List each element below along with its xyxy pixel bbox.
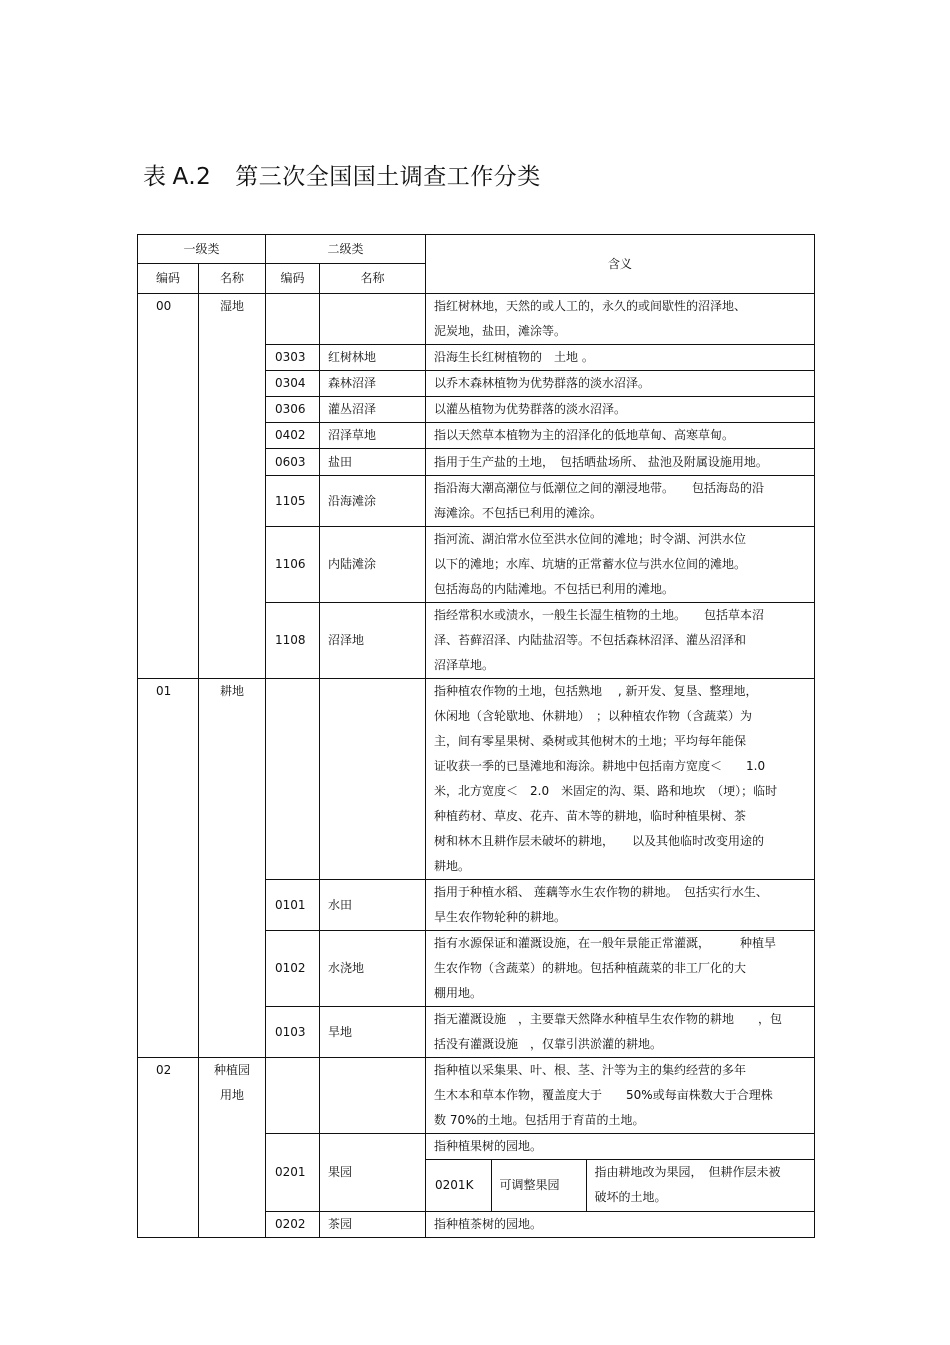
header-code1: 编码	[138, 264, 199, 294]
definition: 指用于种植水稻、 莲藕等水生农作物的耕地。 包括实行水生、 旱生农作物轮种的耕地。	[426, 880, 815, 931]
table-row	[138, 1058, 815, 1134]
definition-text: 指种植果树的园地。	[434, 1139, 543, 1153]
class2-name: 沿海滩涂	[320, 476, 426, 527]
class2-name: 沼泽地	[320, 603, 426, 679]
definition: 以灌丛植物为优势群落的淡水沼泽。	[426, 397, 815, 423]
definition: 指用于生产盐的土地， 包括晒盐场所、 盐池及附属设施用地。	[426, 449, 815, 476]
header-code2: 编码	[266, 264, 320, 294]
header-level2: 二级类	[266, 235, 426, 264]
definition: 指种植农作物的土地，包括熟地 , 新开发、复垦、整理地， 休闲地（含轮歇地、休耕地） ；以种植农作物（含蔬菜）为 主，间有零星果树、桑树或其他树木的土地；平均每年能保 证收获一季的已垦滩地和海涂。耕地中包括南方宽度＜ 1.0 米，北方宽度＜ 2.0 米固定的沟、渠、路和地坎 （埂）；临时 种植药材、草皮、花卉、苗木等的耕地，临时种植果树、茶 树和林木且耕作层未破坏的耕地， 以及其他临时改变用途的 耕地。	[426, 679, 815, 880]
class2-code: 0101	[266, 880, 320, 931]
class2-name: 盐田	[320, 449, 426, 476]
class2-name: 红树林地	[320, 345, 426, 371]
class2-name: 茶园	[320, 1211, 426, 1237]
class2-code: 0103	[266, 1007, 320, 1058]
class1-name: 湿地	[199, 294, 266, 679]
class1-code: 00	[138, 294, 199, 679]
definition: 指种植以采集果、叶、根、茎、汁等为主的集约经营的多年 生木本和草本作物，覆盖度大于 50%或每亩株数大于合理株 数 70%的土地。包括用于育苗的土地。	[426, 1058, 815, 1134]
class2-code: 0202	[266, 1211, 320, 1237]
title-prefix: 表	[143, 164, 167, 190]
header-name2: 名称	[320, 264, 426, 294]
class2-code: 1108	[266, 603, 320, 679]
definition: 指种植茶树的园地。	[426, 1211, 815, 1237]
class1-code: 01	[138, 679, 199, 1058]
definition: 指有水源保证和灌溉设施，在一般年景能正常灌溉， 种植旱 生农作物（含蔬菜）的耕地。包括种植蔬菜的非工厂化的大 棚用地。	[426, 931, 815, 1007]
definition: 指经常积水或渍水，一般生长湿生植物的土地。 包括草本沼 泽、苔藓沼泽、内陆盐沼等。不包括森林沼泽、灌丛沼泽和 沼泽草地。	[426, 603, 815, 679]
class2-code: 0402	[266, 423, 320, 449]
definition	[426, 1134, 815, 1212]
class1-name: 种植园 用地	[199, 1058, 266, 1238]
class3-code: 0201K	[426, 1160, 491, 1211]
class2-code: 0603	[266, 449, 320, 476]
classification-table	[137, 234, 815, 1238]
class3-definition: 指由耕地改为果园， 但耕作层未被 破坏的土地。	[586, 1160, 814, 1211]
definition: 指以天然草本植物为主的沼泽化的低地草甸、高寒草甸。	[426, 423, 815, 449]
class2-name: 水田	[320, 880, 426, 931]
class2-code: 1106	[266, 527, 320, 603]
definition: 指红树林地，天然的或人工的，永久的或间歇性的沼泽地、 泥炭地，盐田，滩涂等。	[426, 294, 815, 345]
class2-name: 沼泽草地	[320, 423, 426, 449]
class2-name: 水浇地	[320, 931, 426, 1007]
header-name1: 名称	[199, 264, 266, 294]
class2-name: 内陆滩涂	[320, 527, 426, 603]
title-code: A.2	[172, 164, 212, 190]
definition: 以乔木森林植物为优势群落的淡水沼泽。	[426, 371, 815, 397]
class2-code: 0303	[266, 345, 320, 371]
class2-code: 1105	[266, 476, 320, 527]
class2-name: 果园	[320, 1134, 426, 1212]
definition: 指河流、湖泊常水位至洪水位间的滩地；时令湖、河洪水位 以下的滩地；水库、坑塘的正常蓄水位与洪水位间的滩地。 包括海岛的内陆滩地。不包括已利用的滩地。	[426, 527, 815, 603]
header-level1: 一级类	[138, 235, 266, 264]
table-row	[138, 679, 815, 880]
class2-code: 0304	[266, 371, 320, 397]
definition: 指无灌溉设施 ，主要靠天然降水种植旱生农作物的耕地 ，包 括没有灌溉设施 ，仅靠引洪淤灌的耕地。	[426, 1007, 815, 1058]
class2-name: 森林沼泽	[320, 371, 426, 397]
class2-name: 灌丛沼泽	[320, 397, 426, 423]
class1-name: 耕地	[199, 679, 266, 1058]
table-row	[138, 294, 815, 345]
subclass-table	[426, 1134, 814, 1211]
class1-code: 02	[138, 1058, 199, 1238]
class2-name: 旱地	[320, 1007, 426, 1058]
class3-name: 可调整果园	[491, 1160, 586, 1211]
title-text: 第三次全国国土调查工作分类	[235, 164, 541, 190]
table-title	[143, 158, 541, 191]
definition: 沿海生长红树植物的 土地 。	[426, 345, 815, 371]
class2-code: 0201	[266, 1134, 320, 1212]
class2-code: 0102	[266, 931, 320, 1007]
definition: 指沿海大潮高潮位与低潮位之间的潮浸地带。 包括海岛的沿 海滩涂。不包括已利用的滩涂。	[426, 476, 815, 527]
class2-code: 0306	[266, 397, 320, 423]
header-meaning: 含义	[426, 235, 815, 294]
